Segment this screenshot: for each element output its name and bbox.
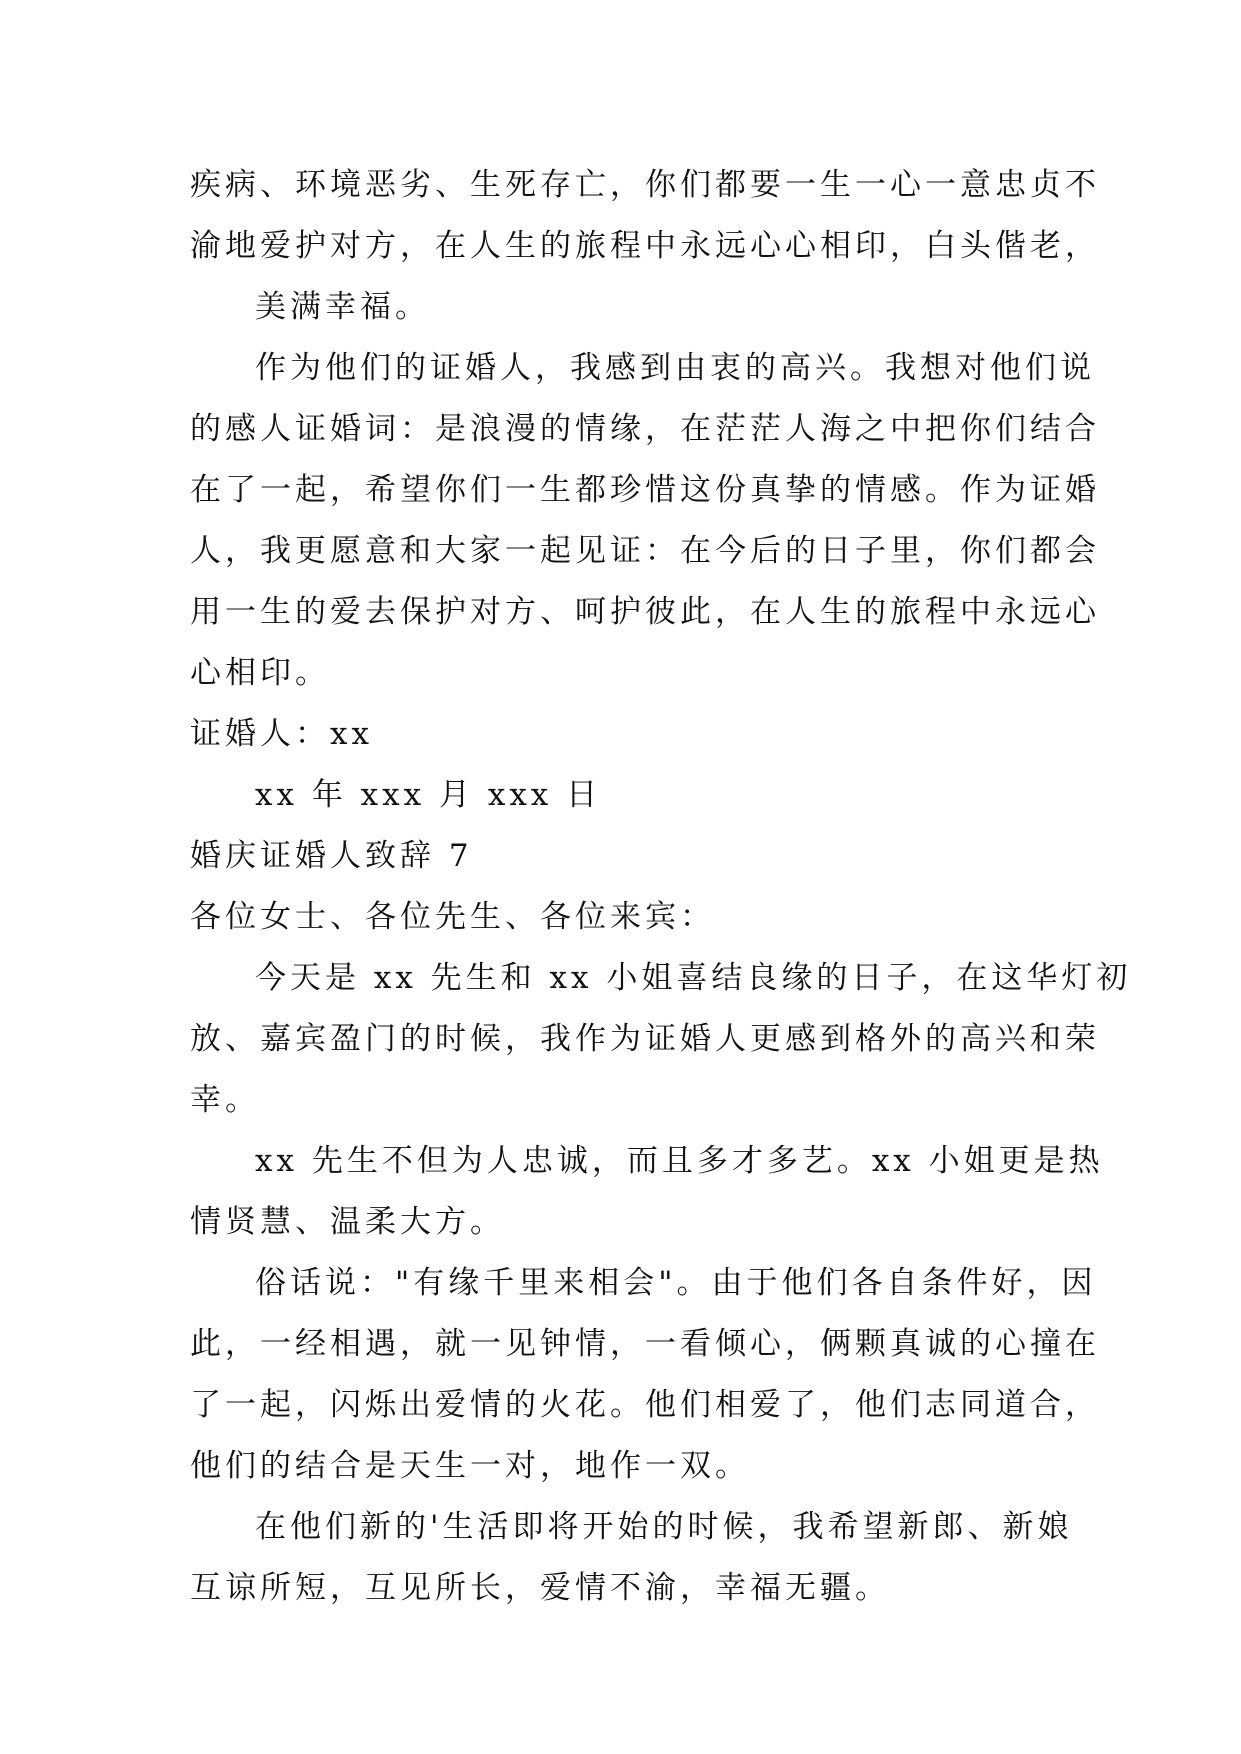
text-line: 互谅所短，互见所长，爱情不渝，幸福无疆。 [190,1570,890,1606]
text-line: 情贤慧、温柔大方。 [190,1204,505,1240]
signature-line: 证婚人：xx [190,716,373,752]
document-body [190,155,1132,1619]
text-line: 放、嘉宾盈门的时候，我作为证婚人更感到格外的高兴和荣 [190,1021,1100,1057]
salutation-line: 各位女士、各位先生、各位来宾： [190,899,715,935]
text-line: 用一生的爱去保护对方、呵护彼此，在人生的旅程中永远心 [190,594,1100,630]
paragraph-start-line: xx 先生不但为人忠诚，而且多才多艺。xx 小姐更是热 [255,1143,1104,1179]
text-line: 此，一经相遇，就一见钟情，一看倾心，俩颗真诚的心撞在 [190,1326,1100,1362]
date-line: xx 年 xxx 月 xxx 日 [255,777,602,813]
text-line: 美满幸福。 [255,289,430,325]
text-line: 疾病、环境恶劣、生死存亡，你们都要一生一心一意忠贞不 [190,167,1100,203]
paragraph-start-line: 在他们新的'生活即将开始的时候，我希望新郎、新娘 [255,1509,1073,1545]
paragraph-start-line: 俗话说："有缘千里来相会"。由于他们各自条件好，因 [255,1265,1097,1301]
text-line: 了一起，闪烁出爱情的火花。他们相爱了，他们志同道合， [190,1387,1100,1423]
text-line: 人，我更愿意和大家一起见证：在今后的日子里，你们都会 [190,533,1100,569]
text-line: 渝地爱护对方，在人生的旅程中永远心心相印，白头偕老， [190,228,1100,264]
text-line: 在了一起，希望你们一生都珍惜这份真挚的情感。作为证婚 [190,472,1100,508]
text-line: 幸。 [190,1082,260,1118]
paragraph-start-line: 今天是 xx 先生和 xx 小姐喜结良缘的日子，在这华灯初 [255,960,1132,996]
text-line: 心相印。 [190,655,330,691]
section-title: 婚庆证婚人致辞 7 [190,838,473,874]
text-line: 的感人证婚词：是浪漫的情缘，在茫茫人海之中把你们结合 [190,411,1100,447]
text-line: 他们的结合是天生一对，地作一双。 [190,1448,750,1484]
paragraph-start-line: 作为他们的证婚人，我感到由衷的高兴。我想对他们说 [255,350,1095,386]
